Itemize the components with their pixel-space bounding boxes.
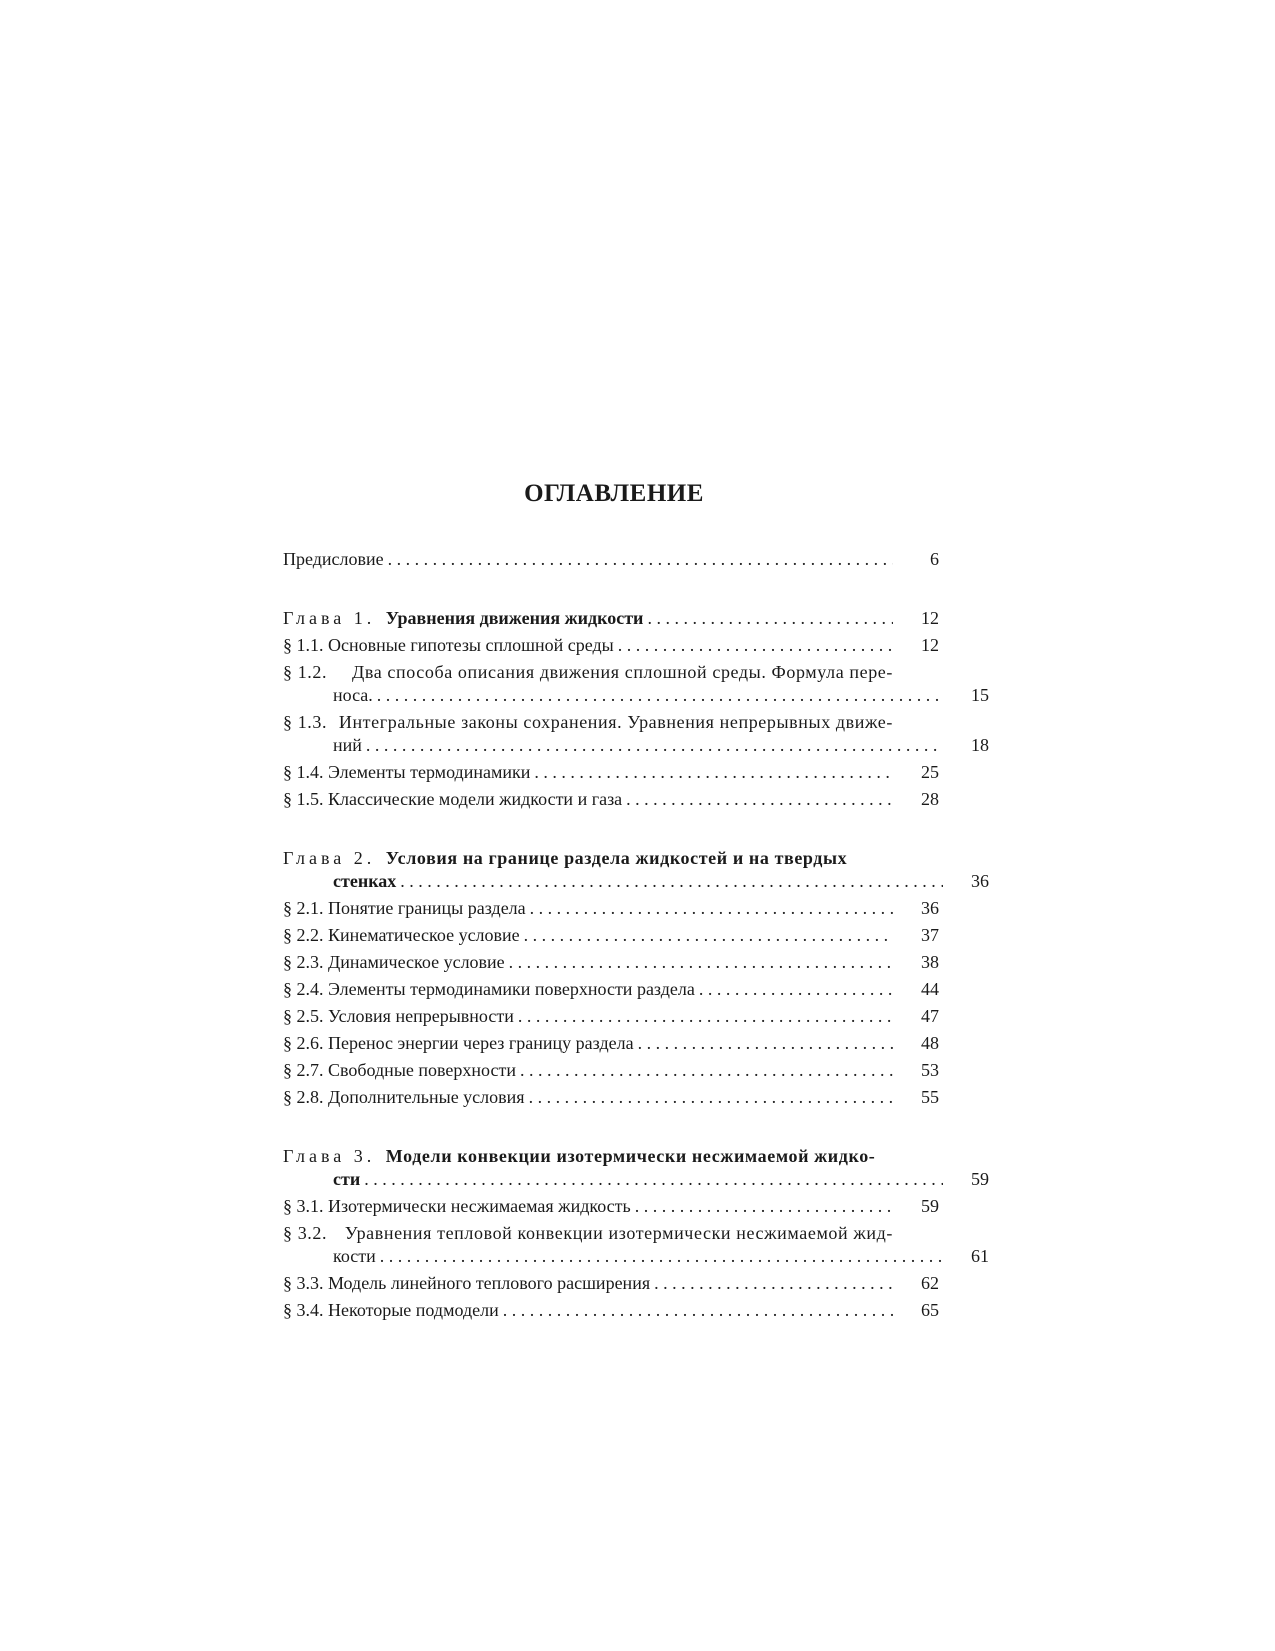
toc-chapter-1[interactable]	[283, 607, 939, 630]
page-number: 44	[921, 979, 939, 999]
leader-dots	[377, 684, 943, 707]
page-number: 12	[921, 608, 939, 628]
page-number: 62	[921, 1273, 939, 1293]
leader-dots	[520, 1059, 893, 1082]
chapter-heading	[283, 1145, 875, 1168]
chapter-title: Условия на границе раздела жидкостей и на твердых	[385, 848, 848, 868]
chapter-heading	[283, 607, 643, 630]
toc-section-3-3[interactable]	[283, 1272, 939, 1295]
table-of-contents	[283, 548, 989, 1326]
page-number: 59	[921, 1196, 939, 1216]
leader-dots	[380, 1245, 943, 1268]
leader-dots	[509, 951, 893, 974]
leader-dots	[638, 1032, 893, 1055]
page-number: 15	[971, 685, 989, 705]
toc-section-2-6[interactable]	[283, 1032, 939, 1055]
section-title: Два способа описания движения сплошной среды. Формула пере-	[351, 662, 893, 682]
page-number: 61	[971, 1246, 989, 1266]
page-number: 36	[971, 871, 989, 891]
leader-dots	[364, 1168, 943, 1191]
page-number: 37	[921, 925, 939, 945]
section-number: § 2.2.	[283, 925, 324, 945]
section-title: Элементы термодинамики поверхности раздела	[328, 979, 695, 999]
page-number: 48	[921, 1033, 939, 1053]
section-number: § 1.2.	[283, 662, 328, 682]
page-number: 12	[921, 635, 939, 655]
chapter-title: Модели конвекции изотермически несжимаемой жидко-	[385, 1146, 876, 1166]
leader-dots	[618, 634, 893, 657]
chapter-title-continued: стенках	[333, 871, 397, 891]
section-title: Некоторые подмодели	[328, 1300, 499, 1320]
leader-dots	[400, 870, 943, 893]
section-title: Классические модели жидкости и газа	[328, 789, 623, 809]
leader-dots	[503, 1299, 893, 1322]
chapter-title-continued: сти	[333, 1169, 361, 1189]
page-number: 38	[921, 952, 939, 972]
section-number: § 2.7.	[283, 1060, 324, 1080]
toc-section-2-8[interactable]	[283, 1086, 939, 1109]
leader-dots	[699, 978, 893, 1001]
toc-section-3-2[interactable]	[283, 1222, 989, 1268]
toc-section-2-2[interactable]	[283, 924, 939, 947]
section-title-continued: носа.	[333, 685, 373, 705]
page-number: 6	[930, 549, 939, 569]
section-number: § 2.3.	[283, 952, 324, 972]
toc-section-2-1[interactable]	[283, 897, 939, 920]
section-number: § 1.1.	[283, 635, 324, 655]
page-number: 55	[921, 1087, 939, 1107]
page-title: ОГЛАВЛЕНИЕ	[524, 480, 704, 507]
leader-dots	[626, 788, 893, 811]
toc-section-1-4[interactable]	[283, 761, 939, 784]
chapter-prefix: Глава 3.	[283, 1146, 376, 1166]
leader-dots	[529, 1086, 893, 1109]
page-number: 65	[921, 1300, 939, 1320]
toc-section-2-7[interactable]	[283, 1059, 939, 1082]
section-title: Свободные поверхности	[328, 1060, 516, 1080]
page-number: 28	[921, 789, 939, 809]
leader-dots	[654, 1272, 893, 1295]
section-title-continued: кости	[333, 1246, 376, 1266]
leader-dots	[635, 1195, 893, 1218]
leader-dots	[366, 734, 943, 757]
leader-dots	[518, 1005, 893, 1028]
page-number: 25	[921, 762, 939, 782]
section-number: § 1.5.	[283, 789, 324, 809]
toc-section-3-1[interactable]	[283, 1195, 939, 1218]
section-number: § 1.4.	[283, 762, 324, 782]
section-title: Модель линейного теплового расширения	[328, 1273, 651, 1293]
section-number: § 3.4.	[283, 1300, 324, 1320]
section-title: Уравнения тепловой конвекции изотермически несжимаемой жид-	[344, 1223, 893, 1243]
leader-dots	[524, 924, 893, 947]
toc-section-2-4[interactable]	[283, 978, 939, 1001]
section-number: § 2.4.	[283, 979, 324, 999]
section-title: Перенос энергии через границу раздела	[328, 1033, 634, 1053]
leader-dots	[530, 897, 893, 920]
section-title: Элементы термодинамики	[328, 762, 531, 782]
toc-section-1-2[interactable]	[283, 661, 989, 707]
section-number: § 3.2.	[283, 1223, 328, 1243]
leader-dots	[647, 607, 893, 630]
preface-label: Предисловие	[283, 549, 384, 569]
toc-section-1-5[interactable]	[283, 788, 939, 811]
section-title: Кинематическое условие	[328, 925, 520, 945]
toc-section-2-3[interactable]	[283, 951, 939, 974]
section-title: Основные гипотезы сплошной среды	[328, 635, 614, 655]
section-number: § 2.8.	[283, 1087, 324, 1107]
section-title-continued: ний	[333, 735, 362, 755]
section-number: § 2.6.	[283, 1033, 324, 1053]
page-number: 47	[921, 1006, 939, 1026]
toc-entry-preface[interactable]	[283, 548, 939, 571]
section-number: § 2.1.	[283, 898, 324, 918]
toc-chapter-3[interactable]	[283, 1145, 989, 1191]
section-title: Динамическое условие	[328, 952, 505, 972]
toc-section-1-3[interactable]	[283, 711, 989, 757]
page-number: 18	[971, 735, 989, 755]
section-number: § 3.3.	[283, 1273, 324, 1293]
section-title: Условия непрерывности	[328, 1006, 514, 1026]
page-number: 59	[971, 1169, 989, 1189]
section-title: Понятие границы раздела	[328, 898, 526, 918]
chapter-prefix: Глава 1.	[283, 608, 376, 628]
leader-dots	[534, 761, 893, 784]
toc-section-2-5[interactable]	[283, 1005, 939, 1028]
section-number: § 3.1.	[283, 1196, 324, 1216]
page-number: 53	[921, 1060, 939, 1080]
page-number: 36	[921, 898, 939, 918]
section-title: Интегральные законы сохранения. Уравнения непрерывных движе-	[338, 712, 893, 732]
chapter-title: Уравнения движения жидкости	[385, 608, 644, 628]
toc-section-1-1[interactable]	[283, 634, 939, 657]
chapter-heading	[283, 847, 847, 870]
section-title: Изотермически несжимаемая жидкость	[328, 1196, 631, 1216]
chapter-prefix: Глава 2.	[283, 848, 376, 868]
leader-dots	[388, 548, 893, 571]
section-number: § 1.3.	[283, 712, 328, 732]
section-title: Дополнительные условия	[328, 1087, 525, 1107]
toc-section-3-4[interactable]	[283, 1299, 939, 1322]
toc-chapter-2[interactable]	[283, 847, 989, 893]
section-number: § 2.5.	[283, 1006, 324, 1026]
